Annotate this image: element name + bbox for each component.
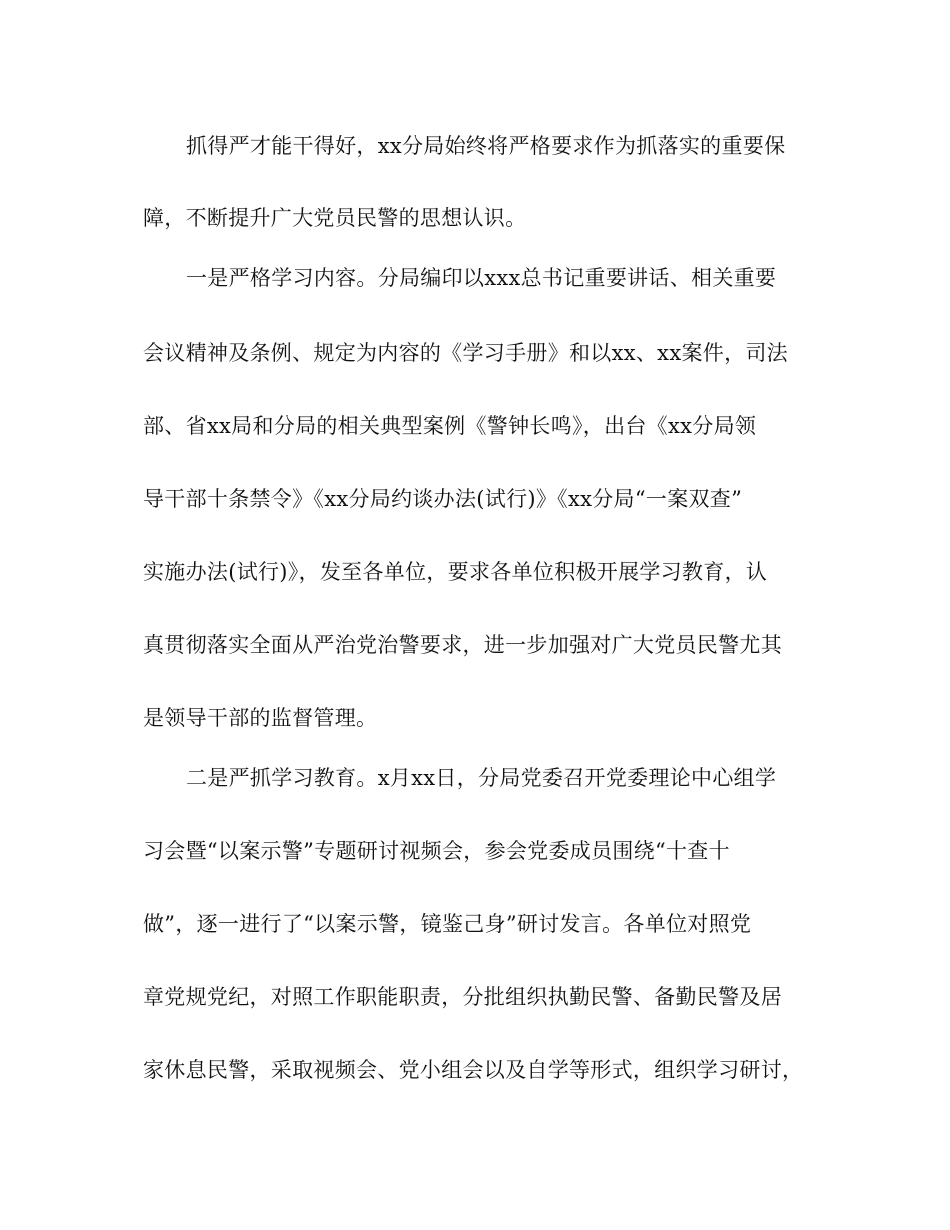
paragraph-3-line-3: 做”，逐一进行了“以案示警，镜鉴己身”研讨发言。各单位对照党 (143, 912, 752, 936)
paragraph-2-line-7: 是领导干部的监督管理。 (143, 706, 378, 730)
paragraph-2-line-2: 会议精神及条例、规定为内容的《学习手册》和以xx、xx案件，司法 (143, 341, 788, 365)
paragraph-2-line-3: 部、省xx局和分局的相关典型案例《警钟长鸣》，出台《xx分局领 (143, 414, 757, 438)
paragraph-3-line-2: 习会暨“以案示警”专题研讨视频会，参会党委成员围绕“十查十 (143, 839, 730, 863)
paragraph-1-line-1: 抓得严才能干得好，xx分局始终将严格要求作为抓落实的重要保 (186, 134, 786, 158)
paragraph-2-line-4: 导干部十条禁令》《xx分局约谈办法(试行)》《xx分局“一案双查” (143, 487, 743, 511)
paragraph-2-line-5: 实施办法(试行)》，发至各单位，要求各单位积极开展学习教育，认 (143, 560, 768, 584)
paragraph-2-line-6: 真贯彻落实全面从严治党治警要求，进一步加强对广大党员民警尤其 (143, 633, 782, 657)
paragraph-2-line-1: 一是严格学习内容。分局编印以xxx总书记重要讲话、相关重要 (186, 266, 777, 290)
paragraph-3-line-4: 章党规党纪，对照工作职能职责，分批组织执勤民警、备勤民警及居 (143, 985, 782, 1009)
paragraph-3-line-5: 家休息民警，采取视频会、党小组会以及自学等形式，组织学习研讨， (143, 1058, 804, 1082)
paragraph-3-line-1: 二是严抓学习教育。x月xx日，分局党委召开党委理论中心组学 (186, 766, 777, 790)
paragraph-1-line-2: 障，不断提升广大党员民警的思想认识。 (143, 206, 527, 230)
